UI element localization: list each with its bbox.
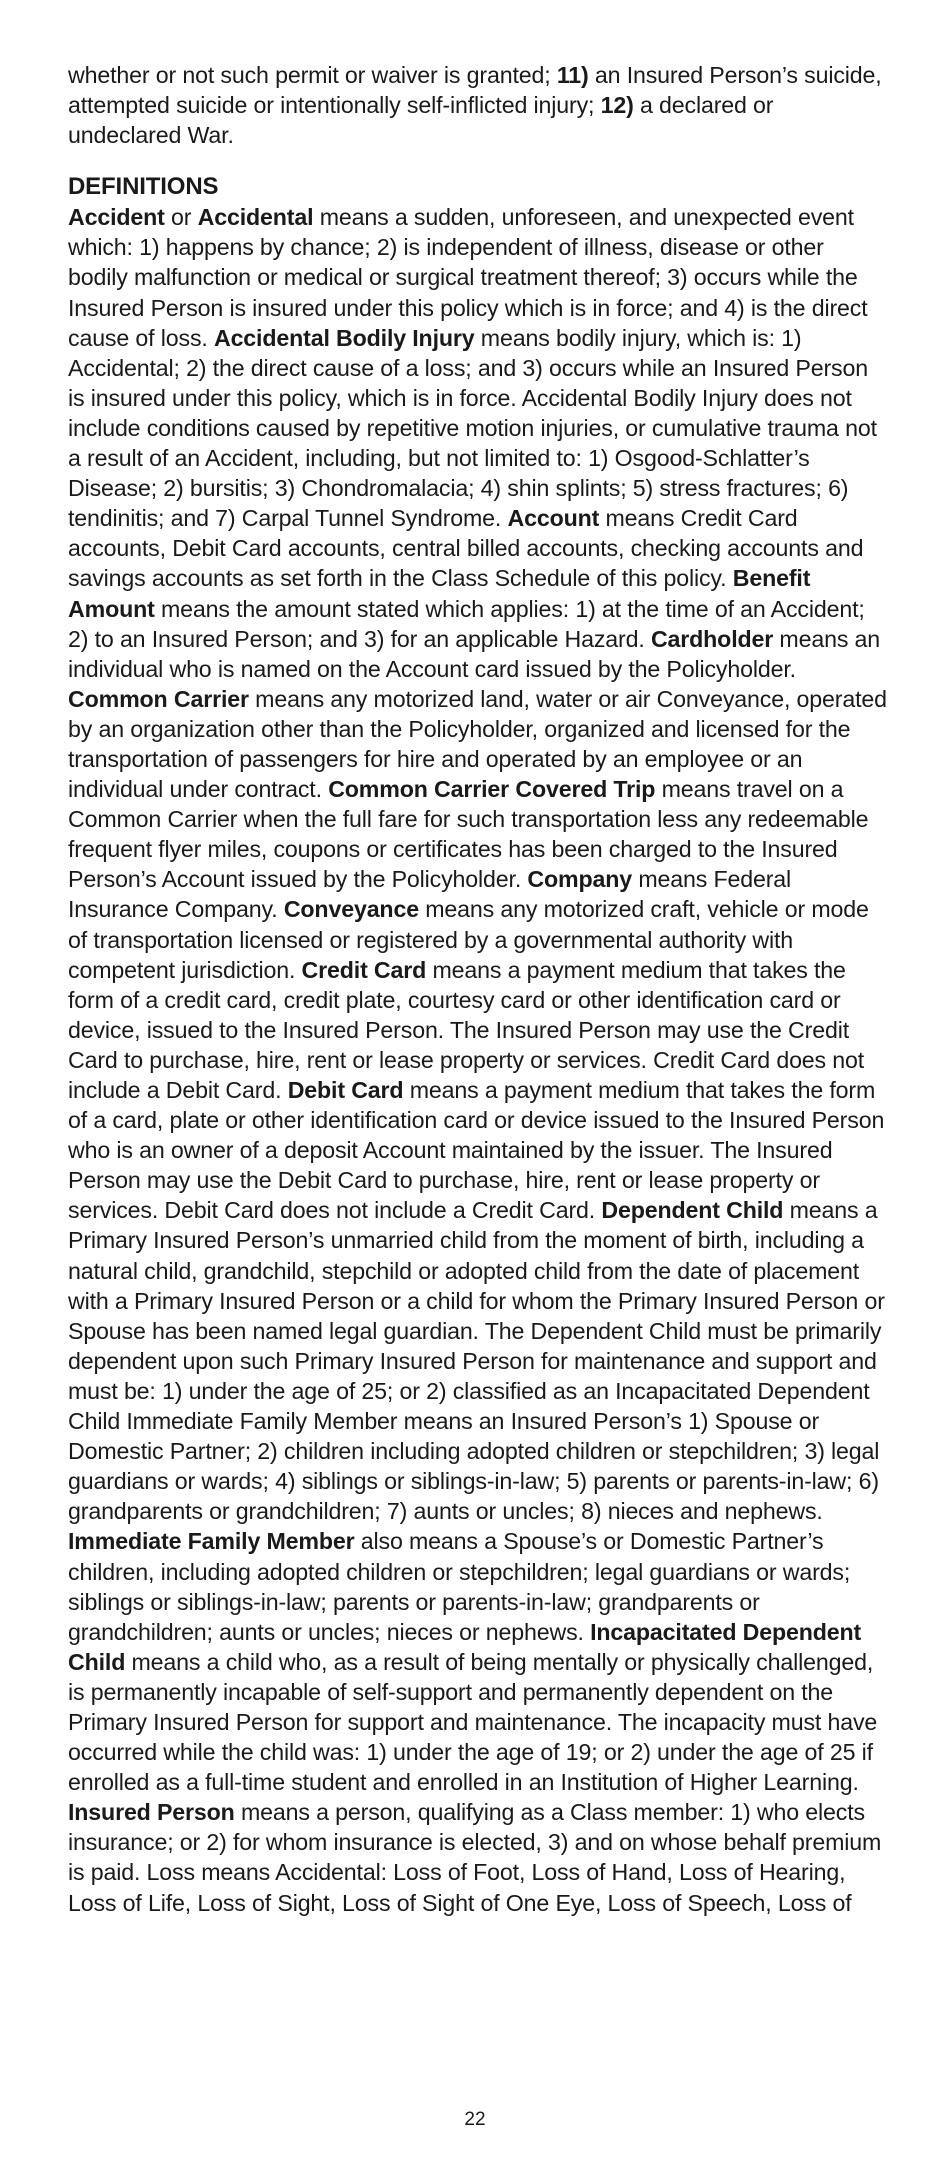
- definition-term: Accidental: [197, 204, 314, 231]
- intro-text: whether or not such permit or waiver is granted;: [68, 62, 557, 88]
- item-number: 11): [556, 62, 589, 88]
- definition-term: Credit Card: [301, 956, 427, 983]
- section-heading: DEFINITIONS: [68, 173, 219, 201]
- definition-text: means Federal Insurance Company.: [68, 866, 792, 923]
- definition-term: Insured Person: [68, 1799, 235, 1826]
- definition-term: Common Carrier Covered Trip: [328, 776, 656, 803]
- intro-text: an Insured Person’s suicide, attempted suicide or intentionally self-inflicted injury;: [68, 62, 882, 119]
- definition-term: Accidental Bodily Injury: [213, 324, 475, 351]
- document-page: [68, 60, 888, 1918]
- definition-text: means an individual who is named on the Account card issued by the Policyholder.: [68, 625, 881, 682]
- definition-term: Benefit Amount: [68, 565, 811, 622]
- definition-term: Company: [527, 866, 633, 893]
- definition-term: Cardholder: [650, 625, 774, 652]
- definition-term: Account: [507, 505, 600, 532]
- definition-text: means travel on a Common Carrier when the full fare for such transportation less any redeemable frequent flyer miles, coupons or certificates has been charged to the Insured Person’s Account issued by the Policyholder.: [68, 776, 869, 893]
- definition-term: Debit Card: [287, 1077, 404, 1103]
- intro-paragraph: [68, 60, 888, 150]
- definition-text: also means a Spouse’s or Domestic Partner’s children, including adopted children or stepchildren; legal guardians or wards; siblings or siblings-in-law; parents or parents-in-law; grandparents or grandchildren; aunts or uncles; nieces or nephews.: [68, 1528, 851, 1645]
- page-number: 22: [464, 2109, 486, 2130]
- definition-text: means a person, qualifying as a Class member: 1) who elects insurance; or 2) for whom insurance is elected, 3) and on whose behalf premium is paid. Loss means Accidental: Loss of Foot, Loss of Hand, Loss of Hearing, Loss of Life, Loss of Sight, Loss of Sight of One Eye, Loss of Speech, Loss of: [68, 1799, 882, 1916]
- item-number: 12): [600, 92, 634, 119]
- definition-text: means bodily injury, which is: 1) Accidental; 2) the direct cause of a loss; and 3) occurs while an Insured Person is insured under this policy, which is in force. Accidental Bodily Injury does not include conditions caused by repetitive motion injuries, or cumulative trauma not a result of an Accident, including, but not limited to: 1) Osgood-Schlatter’s Disease; 2) bursitis; 3) Chondromalacia; 4) shin splints; 5) stress fractures; 6) tendinitis; and 7) Carpal Tunnel Syndrome.: [68, 324, 877, 532]
- definition-term: Conveyance: [283, 896, 419, 923]
- definition-text: means the amount stated which applies: 1) at the time of an Accident; 2) to an Insured Person; and 3) for an applicable Hazard.: [68, 595, 865, 652]
- definition-text: means any motorized land, water or air Conveyance, operated by an organization other than the Policyholder, organized and licensed for the transportation of passengers for hire and operated by an employee or an individual under contract.: [68, 685, 887, 803]
- intro-text: a declared or undeclared War.: [68, 92, 774, 149]
- definitions-paragraph: [68, 202, 888, 1917]
- definition-text: or: [164, 204, 198, 231]
- definition-term: Common Carrier: [68, 685, 249, 712]
- definition-term: Immediate Family Member: [68, 1528, 355, 1555]
- definition-term: Dependent Child: [601, 1197, 784, 1224]
- definition-text: means a sudden, unforeseen, and unexpected event which: 1) happens by chance; 2) is independent of illness, disease or other bodily malfunction or medical or surgical treatment thereof; 3) occurs while the Insured Person is insured under this policy which is in force; and 4) is the direct cause of loss.: [68, 204, 868, 351]
- definition-term: Incapacitated Dependent Child: [68, 1618, 862, 1675]
- definition-term: Accident: [68, 204, 165, 231]
- definition-text: means Credit Card accounts, Debit Card accounts, central billed accounts, checking accounts and savings accounts as set forth in the Class Schedule of this policy.: [68, 505, 864, 592]
- definition-text: means a child who, as a result of being mentally or physically challenged, is permanently incapable of self-support and permanently dependent on the Primary Insured Person for support and maintenance. The incapacity must have occurred while the child was: 1) under the age of 19; or 2) under the age of 25 if enrolled as a full-time student and enrolled in an Institution of Higher Learning.: [68, 1648, 878, 1796]
- definition-text: means any motorized craft, vehicle or mode of transportation licensed or registered by a governmental authority with competent jurisdiction.: [68, 896, 869, 983]
- definition-text: means a payment medium that takes the form of a card, plate or other identification card or device issued to the Insured Person who is an owner of a deposit Account maintained by the issuer. The Insured Person may use the Debit Card to purchase, hire, rent or lease property or services. Debit Card does not include a Credit Card.: [68, 1077, 885, 1224]
- definition-text: means a payment medium that takes the form of a credit card, credit plate, courtesy card or other identification card or device, issued to the Insured Person. The Insured Person may use the Credit Card to purchase, hire, rent or lease property or services. Credit Card does not include a Debit Card.: [68, 956, 865, 1103]
- definition-text: means a Primary Insured Person’s unmarried child from the moment of birth, including a natural child, grandchild, stepchild or adopted child from the date of placement with a Primary Insured Person or a child for whom the Primary Insured Person or Spouse has been named legal guardian. The Dependent Child must be primarily dependent upon such Primary Insured Person for maintenance and support and must be: 1) under the age of 25; or 2) classified as an Incapacitated Dependent Child Immediate Family Member means an Insured Person’s 1) Spouse or Domestic Partner; 2) children including adopted children or stepchildren; 3) legal guardians or wards; 4) siblings or siblings-in-law; 5) parents or parents-in-law; 6) grandparents or grandchildren; 7) aunts or uncles; 8) nieces and nephews.: [68, 1197, 885, 1525]
